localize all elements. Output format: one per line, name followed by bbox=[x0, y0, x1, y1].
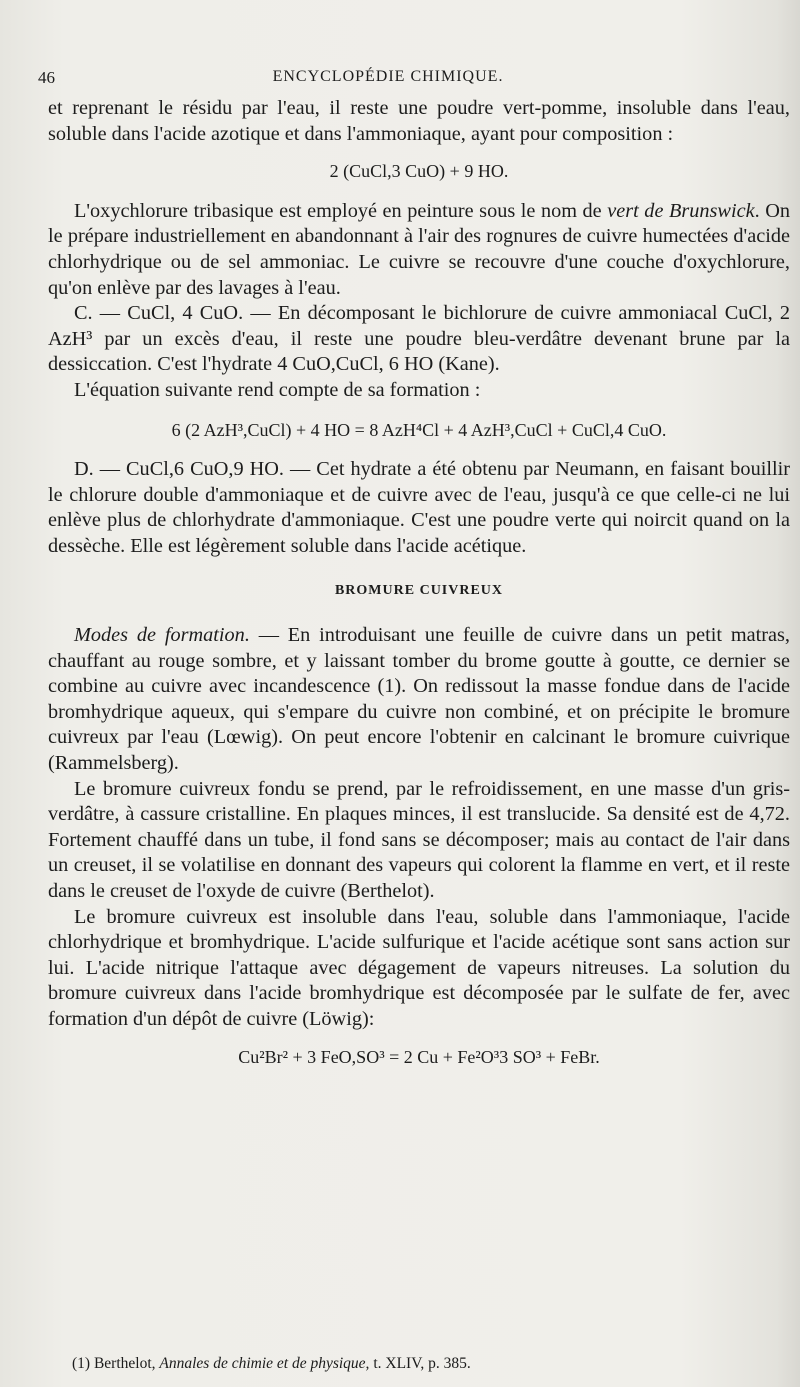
footnote-ref: t. XLIV, p. 385. bbox=[369, 1355, 471, 1372]
body-block-1 bbox=[48, 96, 790, 1070]
formula-2: 6 (2 AzH³,CuCl) + 4 HO = 8 AzH⁴Cl + 4 AzH³,CuCl + CuCl,4 CuO. bbox=[171, 419, 667, 440]
paragraph-6-heading: Modes de formation. bbox=[74, 624, 250, 647]
footnote-text: (1) Berthelot, bbox=[72, 1355, 160, 1372]
running-title: ENCYCLOPÉDIE CHIMIQUE. bbox=[272, 68, 504, 85]
paragraph-7: Le bromure cuivreux fondu se prend, par le refroidissement, en une masse d'un gris-verdâtre, à cassure cristalline. En plaques minces, il est translucide. Sa densité est de 4,72. Fortement chauffé dans un tube, il fond sans se décomposer; mais au contact de l'air dans un creuset, il se volatilise en donnant des vapeurs qui colorent la flamme en vert, et il reste dans le creuset de l'oxyde de cuivre (Berthelot). bbox=[48, 777, 790, 903]
paragraph-2 bbox=[48, 199, 790, 301]
formula-3: Cu²Br² + 3 FeO,SO³ = 2 Cu + Fe²O³3 SO³ + FeBr. bbox=[238, 1046, 600, 1067]
paragraph-3: C. — CuCl, 4 CuO. — En décomposant le bichlorure de cuivre ammoniacal CuCl, 2 AzH³ par un excès d'eau, il reste une poudre bleu-verdâtre devenant brune par la dessiccation. C'est l'hydrate 4 CuO,CuCl, 6 HO (Kane). bbox=[48, 302, 790, 376]
formula-1: 2 (CuCl,3 CuO) + 9 HO. bbox=[329, 161, 509, 182]
paragraph-6 bbox=[48, 623, 790, 777]
paragraph-2-emphasis: vert de Brunswick bbox=[607, 199, 755, 222]
paragraph-2-text: L'oxychlorure tribasique est employé en peinture sous le nom de bbox=[74, 199, 608, 222]
footnote bbox=[72, 1355, 471, 1373]
paragraph-2-text-end: . On le prépare industriellement en abandonnant à l'air des rognures de cuivre humectées d'acide chlorhydrique ou de sel ammoniac. Le cuivre se recouvre d'une couche d'oxychlorure, qu'on enlève par des lavages à l'eau. bbox=[48, 199, 791, 299]
paragraph-6-text: — En introduisant une feuille de cuivre dans un petit matras, chauffant au rouge sombre, et y laissant tomber du brome goutte à goutte, ce dernier se combine au cuivre avec incandescence (1). On redissout la masse fondue dans de l'acide bromhydrique aqueux, qui s'empare du cuivre non combiné, et on précipite le bromure cuivreux par l'eau (Lœwig). On peut encore l'obtenir en calcinant le bromure cuivrique (Rammelsberg). bbox=[48, 624, 790, 775]
section-title: BROMURE CUIVREUX bbox=[334, 582, 504, 598]
page-number: 46 bbox=[38, 68, 55, 87]
page-header bbox=[38, 62, 738, 92]
footnote-journal: Annales de chimie et de physique, bbox=[159, 1355, 370, 1372]
paragraph-1: et reprenant le résidu par l'eau, il reste une poudre vert-pomme, insoluble dans l'eau, soluble dans l'acide azotique et dans l'ammoniaque, ayant pour composition : bbox=[48, 97, 790, 145]
paragraph-5: D. — CuCl,6 CuO,9 HO. — Cet hydrate a été obtenu par Neumann, en faisant bouillir le chlorure double d'ammoniaque et de cuivre avec de l'eau, jusqu'à ce que celle-ci ne lui enlève plus de chlorhydrate d'ammoniaque. C'est une poudre verte qui noircit quand on la dessèche. Elle est légèrement soluble dans l'acide acétique. bbox=[48, 458, 790, 557]
paragraph-4: L'équation suivante rend compte de sa formation : bbox=[74, 378, 481, 401]
paragraph-8: Le bromure cuivreux est insoluble dans l'eau, soluble dans l'ammoniaque, l'acide chlorhydrique et bromhydrique. L'acide sulfurique et l'acide acétique sont sans action sur lui. L'acide nitrique l'attaque avec dégagement de vapeurs nitreuses. La solution du bromure cuivreux dans l'acide bromhydrique est décomposée par le sulfate de fer, avec formation d'un dépôt de cuivre (Löwig): bbox=[48, 905, 790, 1030]
